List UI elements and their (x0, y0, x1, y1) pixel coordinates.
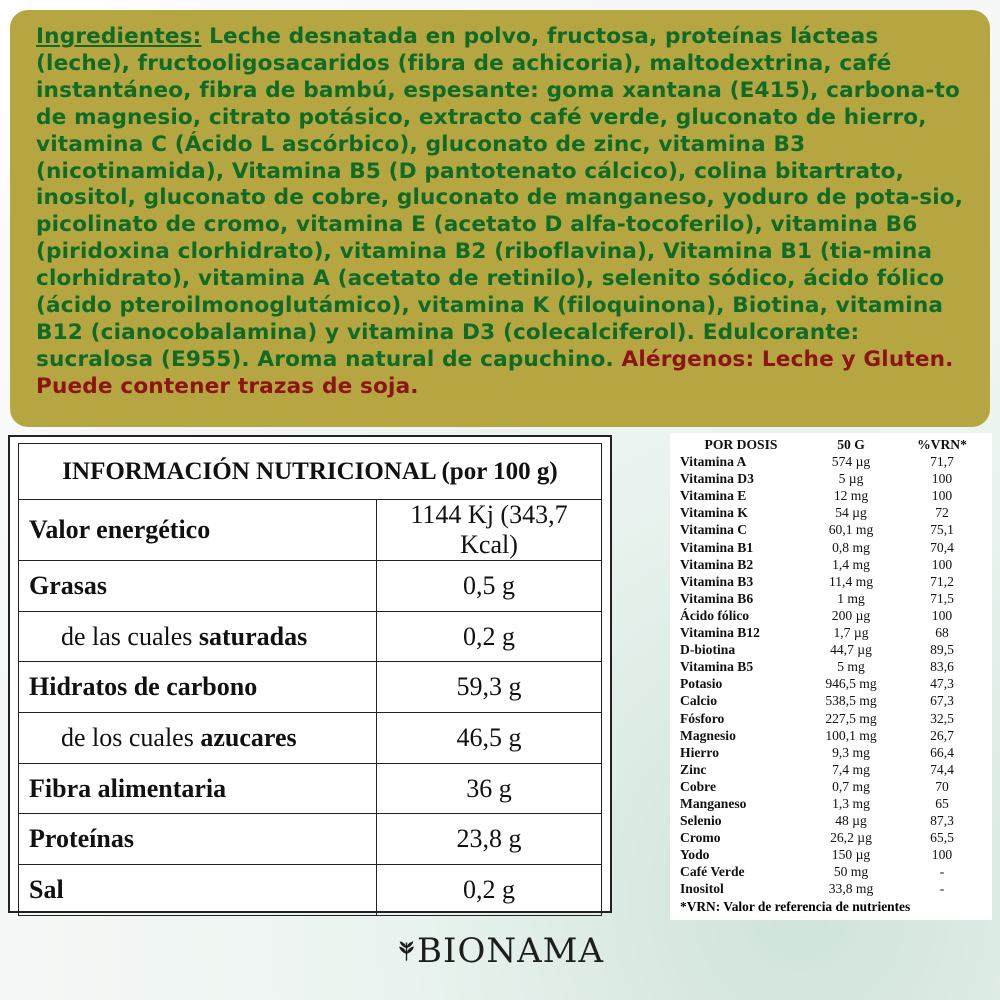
allergens-text: Alérgenos: Leche y Gluten. Puede contener trazas de soja. (36, 346, 954, 399)
vitamin-row (680, 710, 984, 727)
vrn-footnote: *VRN: Valor de referencia de nutrientes (680, 898, 911, 914)
vitamin-row (680, 556, 984, 573)
vitamin-qty: 200 µg (831, 607, 871, 623)
vitamin-vrn: 87,3 (930, 813, 954, 829)
vitamin-vrn: 66,4 (930, 744, 954, 760)
nutrition-title-row (19, 444, 602, 500)
brand-name: BIONAMA (417, 931, 604, 971)
nutrition-row-fat (19, 561, 602, 612)
vitamin-name: Vitamina A (680, 454, 747, 470)
header-vrn: %VRN* (917, 437, 967, 452)
vitamin-row (680, 624, 984, 641)
vitamin-vrn: 89,5 (930, 642, 954, 658)
vitamin-row (680, 692, 984, 709)
vitamin-name: Cromo (680, 830, 721, 846)
vitamin-row (680, 846, 984, 863)
vitamin-vrn: 32,5 (930, 710, 954, 726)
vitamin-qty: 60,1 mg (828, 522, 874, 538)
vitamin-name: Vitamina B12 (680, 625, 760, 641)
nutrition-row-sugars (19, 713, 602, 764)
vitamin-qty: 50 mg (833, 864, 869, 880)
vitamin-vrn: 71,7 (930, 454, 954, 470)
sugars-name: azucares (200, 722, 297, 752)
nutrition-row-saturated (19, 611, 602, 662)
vitamin-vrn: 74,4 (930, 761, 954, 777)
vitamin-qty: 7,4 mg (832, 761, 870, 777)
vitamin-vrn: 100 (931, 488, 953, 504)
vitamin-row (680, 487, 984, 504)
carbs-label: Hidratos de carbono (19, 662, 377, 713)
vitamin-name: Vitamina D3 (680, 471, 754, 487)
vitamin-vrn: 71,5 (930, 590, 954, 606)
vitamin-name: Vitamina K (680, 505, 748, 521)
vitamin-qty: 1 mg (837, 590, 865, 606)
vitamins-header-row (680, 436, 984, 453)
vitamin-qty: 33,8 mg (828, 881, 874, 897)
vitamin-qty: 227,5 mg (825, 710, 877, 726)
vitamin-qty: 54 µg (835, 505, 867, 521)
vitamin-qty: 44,7 µg (830, 642, 872, 658)
vitamin-qty: 9,3 mg (832, 744, 870, 760)
fiber-label: Fibra alimentaria (19, 763, 377, 814)
vitamin-qty: 5 mg (837, 659, 865, 675)
header-por-dosis: POR DOSIS (704, 437, 778, 452)
vitamin-name: Zinc (680, 761, 707, 777)
vitamin-vrn: 65 (935, 795, 949, 811)
vitamin-row (680, 727, 984, 744)
vitamin-vrn: 68 (935, 625, 949, 641)
vitamin-qty: 946,5 mg (825, 676, 877, 692)
vitamin-vrn: 72 (935, 505, 949, 521)
header-qty: 50 G (837, 437, 865, 452)
vitamin-name: Magnesio (680, 727, 736, 743)
vitamin-row (680, 880, 984, 897)
protein-value: 23,8 g (377, 814, 602, 865)
vitamin-row (680, 795, 984, 812)
vitamin-row (680, 658, 984, 675)
vitamin-vrn: 70,4 (930, 539, 954, 555)
vitamin-row (680, 675, 984, 692)
vitamin-row (680, 539, 984, 556)
vitamin-vrn: - (939, 864, 945, 880)
vitamin-row (680, 590, 984, 607)
vitamin-vrn: 70 (935, 778, 949, 794)
vitamin-name: Vitamina C (680, 522, 748, 538)
vitamin-qty: 5 µg (838, 471, 864, 487)
nutrition-row-salt (19, 865, 602, 916)
vitamins-body (680, 453, 984, 897)
ingredients-label: Ingredientes: (36, 24, 202, 49)
vitamin-vrn: 100 (931, 607, 953, 623)
vitamin-row (680, 829, 984, 846)
vitamin-name: Café Verde (680, 864, 745, 880)
vitamin-qty: 26,2 µg (830, 830, 872, 846)
vitamin-vrn: 67,3 (930, 693, 954, 709)
vitamin-row (680, 607, 984, 624)
sugars-value: 46,5 g (377, 713, 602, 764)
vitamin-qty: 12 mg (833, 488, 869, 504)
vitamin-row (680, 863, 984, 880)
vitamin-name: Vitamina B2 (680, 556, 754, 572)
vitamin-name: Vitamina B1 (680, 539, 754, 555)
vitamins-table (670, 433, 992, 920)
nutrition-table (8, 435, 612, 913)
vitamin-vrn: 100 (931, 847, 953, 863)
vitamin-qty: 1,3 mg (832, 795, 870, 811)
vitamin-qty: 0,7 mg (832, 778, 870, 794)
vitamin-name: Hierro (680, 744, 720, 760)
vitamin-vrn: 83,6 (930, 659, 954, 675)
vitamin-row (680, 521, 984, 538)
vitamin-row (680, 504, 984, 521)
vitamin-row (680, 778, 984, 795)
vitamin-name: Calcio (680, 693, 717, 709)
vitamin-vrn: 47,3 (930, 676, 954, 692)
vitamin-name: Cobre (680, 778, 716, 794)
vitamin-vrn: - (939, 881, 945, 897)
vitamin-qty: 100,1 mg (825, 727, 877, 743)
vitamin-row (680, 453, 984, 470)
saturated-name: saturadas (198, 621, 308, 651)
vitamin-name: Fósforo (680, 710, 725, 726)
sugars-prefix: de los cuales (61, 722, 201, 752)
vitamin-qty: 1,4 mg (832, 556, 870, 572)
vitamin-qty: 538,5 mg (825, 693, 877, 709)
vitamin-qty: 11,4 mg (828, 573, 874, 589)
vitamin-vrn: 75,1 (930, 522, 954, 538)
vitamin-name: Ácido fólico (680, 607, 750, 623)
vitamin-qty: 1,7 µg (833, 625, 869, 641)
vitamin-qty: 0,8 mg (832, 539, 870, 555)
vitamin-vrn: 100 (931, 471, 953, 487)
vitamin-name: Vitamina B5 (680, 659, 754, 675)
nutrition-row-fiber (19, 763, 602, 814)
ingredients-text (36, 24, 976, 401)
vitamin-name: Potasio (680, 676, 723, 692)
vitamin-qty: 150 µg (831, 847, 871, 863)
vitamin-qty: 574 µg (831, 454, 871, 470)
vitamin-name: Yodo (680, 847, 710, 863)
fat-value: 0,5 g (377, 561, 602, 612)
salt-value: 0,2 g (377, 865, 602, 916)
vitamin-name: Selenio (680, 813, 722, 829)
nutrition-row-energy (19, 500, 602, 561)
ingredients-panel (10, 10, 990, 427)
fat-label: Grasas (19, 561, 377, 612)
vitamin-vrn: 71,2 (930, 573, 954, 589)
vitamin-vrn: 100 (931, 556, 953, 572)
vitamin-row (680, 573, 984, 590)
sugars-label (19, 713, 377, 764)
vitamin-row (680, 812, 984, 829)
vitamin-name: Inositol (680, 881, 724, 897)
vitamin-name: Vitamina B6 (680, 590, 754, 606)
vitamin-name: Vitamina E (680, 488, 747, 504)
saturated-value: 0,2 g (377, 611, 602, 662)
energy-label: Valor energético (19, 500, 377, 561)
vitamin-vrn: 26,7 (930, 727, 954, 743)
ingredients-list: Leche desnatada en polvo, fructosa, proteínas lácteas (leche), fructooligosacaridos (fibra de achicoria), maltodextrina, café instantáneo, fibra de bambú, espesante: goma xantana (E415), carbona-to de magnesio, citrato potásico, extracto café verde, gluconato de hierro, vitamina C (Ácido L ascórbico), gluconato de zinc, vitamina B3 (nicotinamida), Vitamina B5 (D pantotenato cálcico), colina bitartrato, inositol, gluconato de cobre, gluconato de manganeso, yoduro de pota-sio, picolinato de cromo, vitamina E (acetato D alfa-tocoferilo), vitamina B6 (piridoxina clorhidrato), vitamina B2 (riboflavina), Vitamina B1 (tia-mina clorhidrato), vitamina A (acetato de retinilo), selenito sódico, ácido fólico (ácido pteroilmonoglutámico), vitamina K (filoquinona), Biotina, vitamina B12 (cianocobalamina) y vitamina D3 (colecalciferol). Edulcorante: sucralosa (E955). Aroma natural de capuchino. (36, 24, 964, 372)
vitamin-row (680, 761, 984, 778)
salt-label: Sal (19, 865, 377, 916)
vitamin-row (680, 744, 984, 761)
brand-logo (398, 928, 604, 974)
saturated-prefix: de las cuales (61, 621, 199, 651)
vitamin-name: Vitamina B3 (680, 573, 754, 589)
nutrition-title: INFORMACIÓN NUTRICIONAL (por 100 g) (19, 444, 602, 500)
vitamin-row (680, 470, 984, 487)
vitamin-name: Manganeso (680, 795, 747, 811)
vitamin-vrn: 65,5 (930, 830, 954, 846)
vitamin-name: D-biotina (680, 642, 736, 658)
nutrition-row-carbs (19, 662, 602, 713)
saturated-label (19, 611, 377, 662)
fiber-value: 36 g (377, 763, 602, 814)
nutrition-row-protein (19, 814, 602, 865)
protein-label: Proteínas (19, 814, 377, 865)
carbs-value: 59,3 g (377, 662, 602, 713)
leaf-icon (398, 932, 415, 970)
vitamin-qty: 48 µg (835, 813, 867, 829)
vitamin-row (680, 641, 984, 658)
energy-value: 1144 Kj (343,7 Kcal) (377, 500, 602, 561)
